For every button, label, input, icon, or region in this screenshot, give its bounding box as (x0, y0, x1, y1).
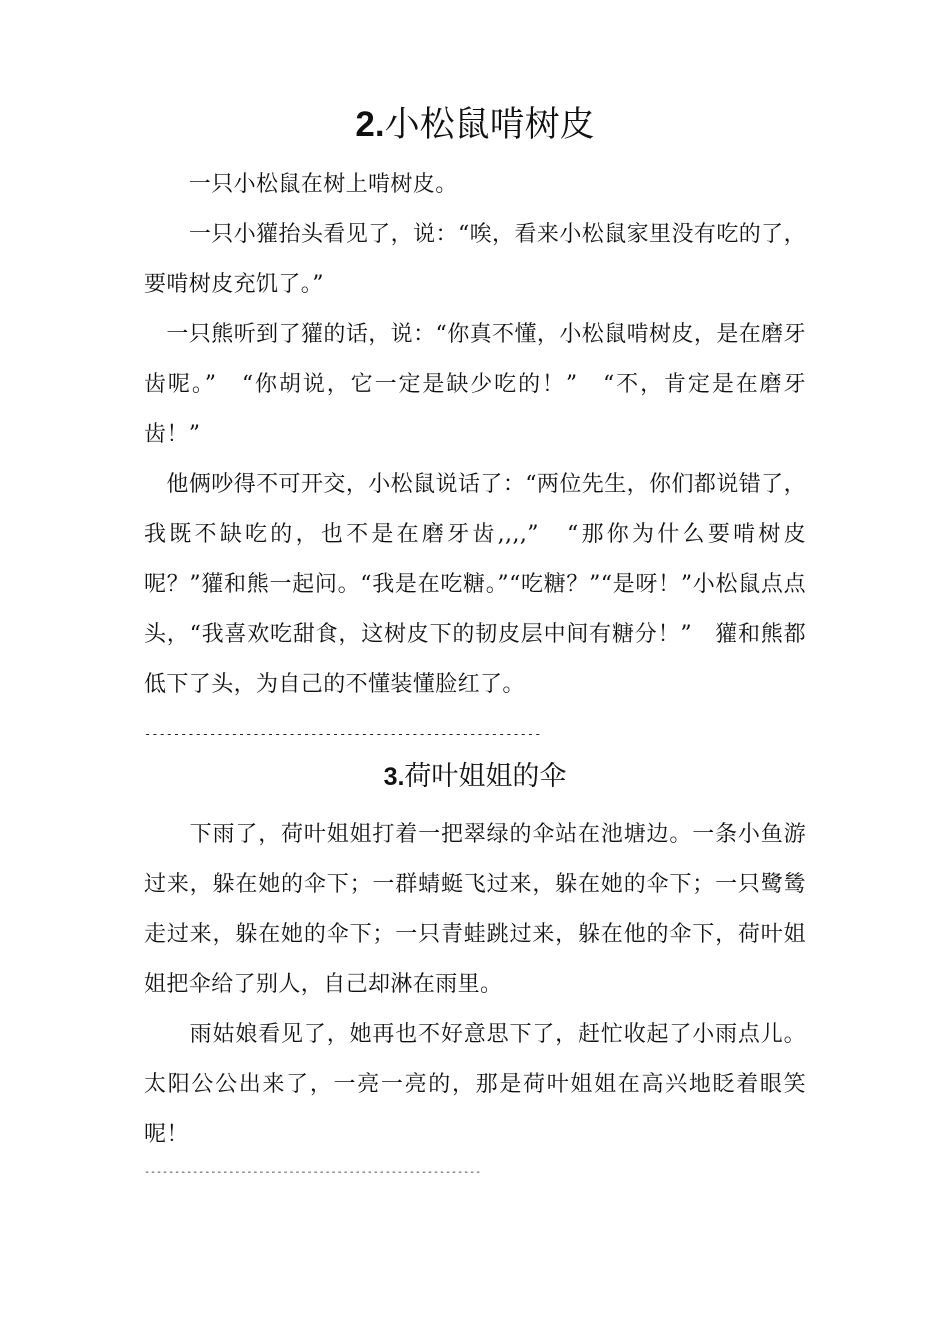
story-paragraph: 一只熊听到了獾的话，说：“你真不懂，小松鼠啃树皮，是在磨牙齿呢。” “你胡说，它一定是缺少吃的！” “不，肯定是在磨牙齿！” (144, 322, 806, 447)
document-page (144, 0, 806, 1344)
story-title-text: 荷叶姐姐的伞 (404, 761, 567, 792)
story-paragraph: 一只小松鼠在树上啃树皮。 (144, 172, 458, 197)
story-number: 3. (383, 763, 405, 791)
section-divider: -------------------------------------------------------- (144, 1167, 482, 1178)
section-divider: ------------------------------------------------------- (144, 727, 542, 741)
story-title-text: 小松鼠啃树皮 (384, 105, 595, 145)
story-paragraph: 雨姑娘看见了，她再也不好意思下了，赶忙收起了小雨点儿。太阳公公出来了，一亮一亮的，那是荷叶姐姐在高兴地眨着眼笑呢！ (144, 1022, 806, 1147)
story-title-lotus-umbrella (144, 757, 806, 797)
story-paragraph: 他俩吵得不可开交，小松鼠说话了：“两位先生，你们都说错了，我既不缺吃的，也不是在磨牙齿,,,,” “那你为什么要啃树皮呢？”獾和熊一起问。“我是在吃糖。”“吃糖？”“是呀！”小松鼠点点头，“我喜欢吃甜食，这树皮下的韧皮层中间有糖分！” 獾和熊都低下了头，为自己的不懂装懂脸红了。 (144, 472, 806, 697)
story-paragraph: 下雨了，荷叶姐姐打着一把翠绿的伞站在池塘边。一条小鱼游过来，躲在她的伞下；一群蜻蜓飞过来，躲在她的伞下；一只鹭鸶走过来，躲在她的伞下；一只青蛙跳过来，躲在他的伞下，荷叶姐姐把伞给了别人，自己却淋在雨里。 (144, 822, 806, 997)
story-paragraph: 一只小獾抬头看见了，说：“唉，看来小松鼠家里没有吃的了，要啃树皮充饥了。” (144, 222, 806, 297)
story-title-squirrel (144, 100, 806, 150)
story-number: 2. (355, 105, 385, 144)
